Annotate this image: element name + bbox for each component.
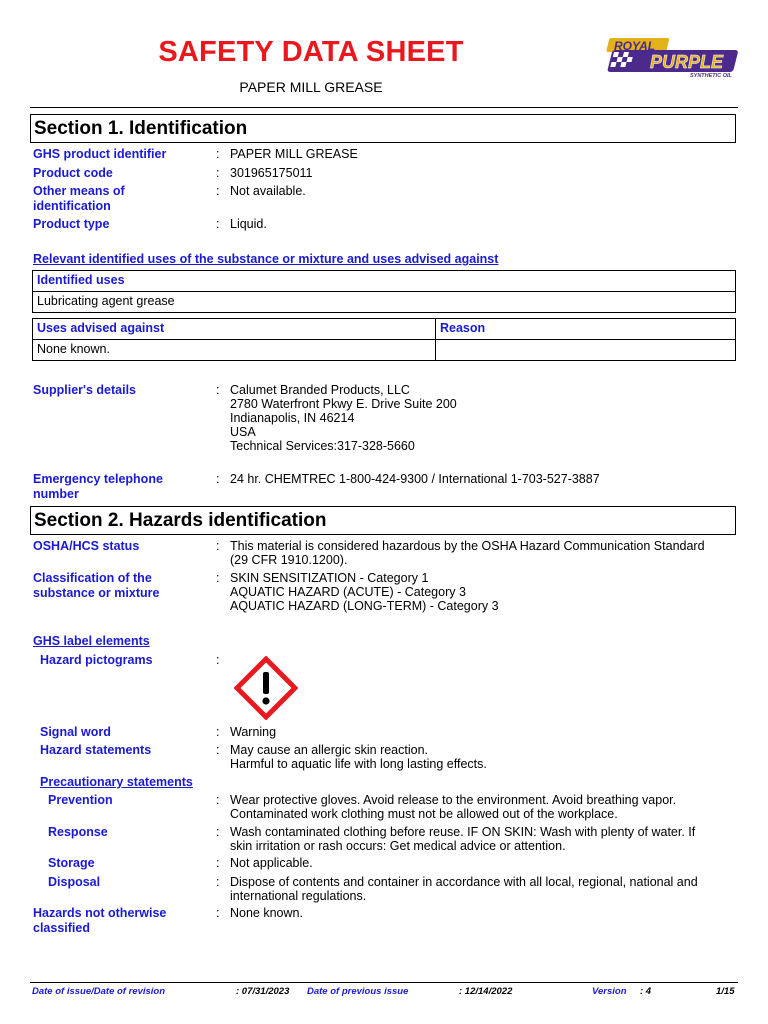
supplier-line: Indianapolis, IN 46214 [230, 411, 355, 425]
hnoc-value: None known. [230, 906, 303, 920]
colon: : [216, 166, 220, 180]
prevention-line: Wear protective gloves. Avoid release to the environment. Avoid breathing vapor. [230, 793, 677, 807]
advised-against-reason [436, 340, 736, 361]
response-value [230, 825, 695, 853]
previous-issue-label: Date of previous issue [307, 986, 409, 997]
disposal-value [230, 875, 698, 903]
hazard-statement-line: May cause an allergic skin reaction. [230, 743, 429, 757]
product-subtitle: PAPER MILL GREASE [239, 79, 383, 95]
prevention-value [230, 793, 676, 821]
classification-line: AQUATIC HAZARD (ACUTE) - Category 3 [230, 585, 466, 599]
other-means-label-line1: Other means of [33, 184, 125, 198]
hnoc-label-line1: Hazards not otherwise [33, 906, 167, 920]
uses-advised-against-header: Uses advised against [33, 319, 436, 340]
colon: : [216, 217, 220, 231]
svg-text:SYNTHETIC OIL: SYNTHETIC OIL [690, 73, 732, 78]
product-type-value: Liquid. [230, 217, 267, 231]
osha-status-value [230, 539, 705, 567]
hnoc-label-line2: classified [33, 921, 90, 935]
advised-against-table [32, 318, 736, 361]
colon: : [216, 539, 220, 553]
ghs-label-elements-heading: GHS label elements [33, 634, 150, 648]
hazard-statements-value [230, 743, 487, 771]
classification-line: AQUATIC HAZARD (LONG-TERM) - Category 3 [230, 599, 499, 613]
product-code-value: 301965175011 [230, 166, 313, 180]
royal-purple-logo [598, 36, 740, 78]
classification-value [230, 571, 499, 613]
supplier-label: Supplier's details [33, 383, 137, 397]
other-means-label-line2: identification [33, 199, 111, 213]
identified-use-row: Lubricating agent grease [33, 292, 736, 313]
product-type-label: Product type [33, 217, 110, 231]
response-line: skin irritation or rash occurs: Get medical advice or attention. [230, 839, 566, 853]
colon: : [216, 875, 220, 889]
colon: : [216, 743, 220, 757]
classification-line: SKIN SENSITIZATION - Category 1 [230, 571, 429, 585]
ghs-identifier-label: GHS product identifier [33, 147, 167, 161]
other-means-value: Not available. [230, 184, 306, 198]
emergency-label-line1: Emergency telephone [33, 472, 163, 486]
header-rule [30, 107, 738, 108]
prevention-line: Contaminated work clothing must not be allowed out of the workplace. [230, 807, 618, 821]
storage-label: Storage [48, 856, 95, 870]
colon: : [216, 147, 220, 161]
disposal-line: international regulations. [230, 889, 367, 903]
classification-label-line1: Classification of the [33, 571, 152, 585]
advised-against-use: None known. [33, 340, 436, 361]
osha-line: This material is considered hazardous by the OSHA Hazard Communication Standard [230, 539, 705, 553]
colon: : [216, 825, 220, 839]
colon: : [216, 184, 220, 198]
colon: : [216, 383, 220, 397]
supplier-line: Calumet Branded Products, LLC [230, 383, 410, 397]
signal-word-label: Signal word [40, 725, 111, 739]
page-number: 1/15 [716, 986, 735, 997]
colon: : [216, 906, 220, 920]
previous-issue-value: : 12/14/2022 [459, 986, 513, 997]
svg-text:ROYAL: ROYAL [614, 39, 656, 53]
disposal-label: Disposal [48, 875, 101, 889]
osha-line: (29 CFR 1910.1200). [230, 553, 348, 567]
version-value: : 4 [640, 986, 652, 997]
section1-heading: Section 1. Identification [30, 114, 736, 143]
identified-uses-header: Identified uses [33, 271, 736, 292]
identified-uses-table [32, 270, 736, 313]
classification-label-line2: substance or mixture [33, 586, 160, 600]
hazard-statements-label: Hazard statements [40, 743, 152, 757]
colon: : [216, 571, 220, 585]
document-title: SAFETY DATA SHEET [158, 36, 464, 68]
emergency-telephone-value: 24 hr. CHEMTREC 1-800-424-9300 / International 1-703-527-3887 [230, 472, 600, 486]
signal-word-value: Warning [230, 725, 277, 739]
supplier-details [230, 383, 457, 453]
osha-status-label: OSHA/HCS status [33, 539, 140, 553]
emergency-label-line2: number [33, 487, 79, 501]
exclamation-mark-pictogram-icon [234, 656, 298, 720]
version-label: Version [592, 986, 627, 997]
section2-heading: Section 2. Hazards identification [30, 506, 736, 535]
supplier-line: 2780 Waterfront Pkwy E. Drive Suite 200 [230, 397, 457, 411]
relevant-uses-heading: Relevant identified uses of the substance or mixture and uses advised against [33, 252, 499, 266]
colon: : [216, 653, 220, 667]
hazard-pictograms-label: Hazard pictograms [40, 653, 153, 667]
hazard-statement-line: Harmful to aquatic life with long lasting effects. [230, 757, 487, 771]
colon: : [216, 856, 220, 870]
colon: : [216, 472, 220, 486]
ghs-identifier-value: PAPER MILL GREASE [230, 147, 358, 161]
supplier-line: USA [230, 425, 256, 439]
disposal-line: Dispose of contents and container in accordance with all local, regional, national and [230, 875, 698, 889]
prevention-label: Prevention [48, 793, 113, 807]
response-label: Response [48, 825, 108, 839]
other-means-label [33, 184, 125, 214]
issue-date-label: Date of issue/Date of revision [32, 986, 166, 997]
page-footer [30, 982, 738, 997]
colon: : [216, 725, 220, 739]
supplier-line: Technical Services:317-328-5660 [230, 439, 415, 453]
classification-label [33, 571, 159, 601]
response-line: Wash contaminated clothing before reuse. IF ON SKIN: Wash with plenty of water. If [230, 825, 696, 839]
hnoc-label [33, 906, 166, 936]
product-code-label: Product code [33, 166, 113, 180]
issue-date-value: : 07/31/2023 [236, 986, 290, 997]
svg-text:PURPLE: PURPLE [650, 52, 724, 72]
colon: : [216, 793, 220, 807]
storage-value: Not applicable. [230, 856, 313, 870]
precautionary-statements-heading: Precautionary statements [40, 775, 193, 789]
emergency-telephone-label [33, 472, 163, 502]
reason-header: Reason [436, 319, 736, 340]
